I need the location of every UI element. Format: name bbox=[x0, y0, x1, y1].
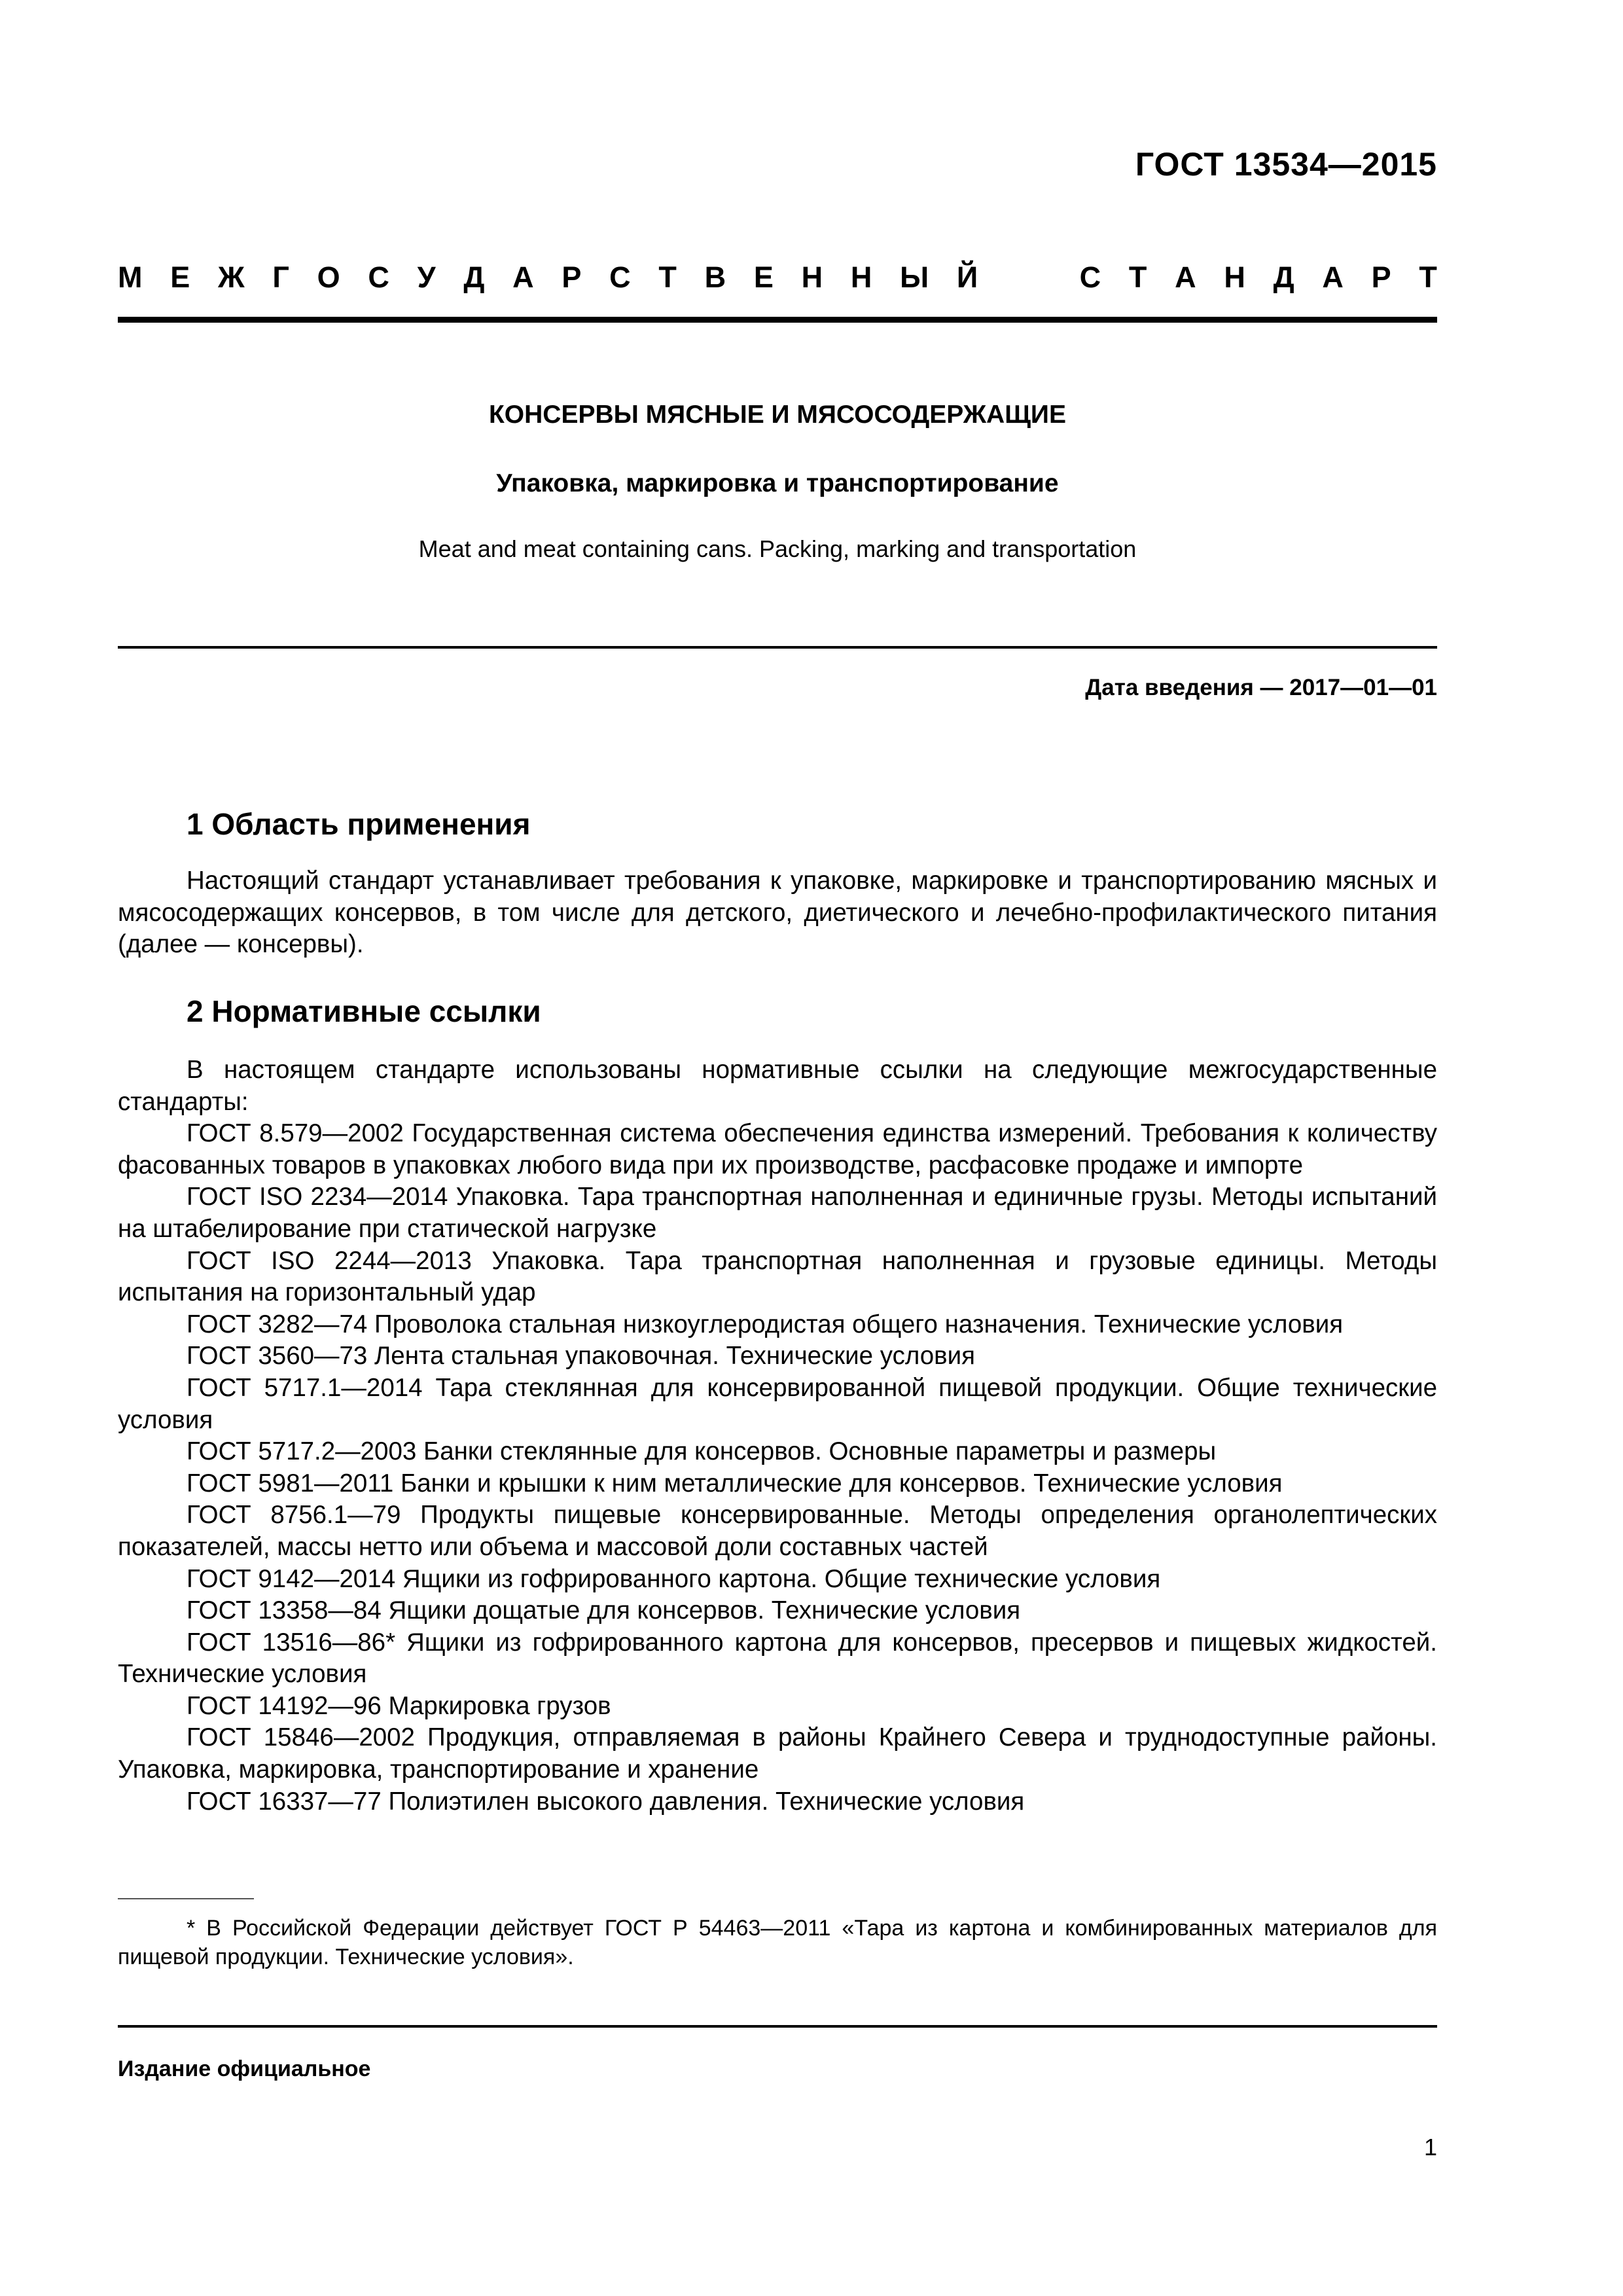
section-2-intro: В настоящем стандарте использованы нормативные ссылки на следующие межгосударственные стандарты: bbox=[118, 1056, 1437, 1116]
section-1-paragraph: Настоящий стандарт устанавливает требования к упаковке, маркировке и транспортированию мясных и мясосодержащих консервов, в том числе для детского, диетического и лечебно-профилактического питания (далее — консервы). bbox=[118, 867, 1437, 959]
edition-label: Издание официальное bbox=[118, 2056, 371, 2081]
reference-item: ГОСТ 16337—77 Полиэтилен высокого давления. Технические условия bbox=[187, 1787, 1025, 1816]
doc-type-letter: В bbox=[704, 260, 726, 294]
doc-type-letter: Т bbox=[1128, 260, 1147, 294]
reference-item: ГОСТ 8.579—2002 Государственная система обеспечения единства измерений. Требования к количеству фасованных товаров в упаковках любого вида при их производстве, расфасовке продаже и импорте bbox=[118, 1119, 1437, 1179]
doc-type-letter: Р bbox=[562, 260, 582, 294]
document-title: КОНСЕРВЫ МЯСНЫЕ И МЯСОСОДЕРЖАЩИЕ bbox=[489, 401, 1066, 429]
doc-type-letter: А bbox=[1175, 260, 1196, 294]
doc-type-letter: Т bbox=[1419, 260, 1437, 294]
doc-type-letter: Д bbox=[463, 260, 485, 294]
document-number: ГОСТ 13534—2015 bbox=[1135, 146, 1437, 183]
footer-rule bbox=[118, 2025, 1437, 2028]
doc-type-letter: Ж bbox=[217, 260, 245, 294]
section-1-body bbox=[118, 865, 1437, 961]
doc-type-letter: А bbox=[1322, 260, 1344, 294]
section-2-body bbox=[118, 1054, 1437, 1818]
footnote-rule bbox=[118, 1898, 254, 1899]
reference-item: ГОСТ 3560—73 Лента стальная упаковочная. Технические условия bbox=[187, 1342, 975, 1371]
doc-type-letter: С bbox=[368, 260, 389, 294]
doc-type-letter: Д bbox=[1273, 260, 1294, 294]
reference-item: ГОСТ ISO 2234—2014 Упаковка. Тара транспортная наполненная и единичные грузы. Методы испытаний на штабелирование при статической нагрузке bbox=[118, 1183, 1437, 1243]
reference-item: ГОСТ 5981—2011 Банки и крышки к ним металлические для консервов. Технические условия bbox=[187, 1469, 1283, 1498]
doc-type-letter: Р bbox=[1371, 260, 1391, 294]
reference-item: ГОСТ 9142—2014 Ящики из гофрированного картона. Общие технические условия bbox=[187, 1564, 1161, 1593]
doc-type-gap bbox=[1006, 260, 1052, 295]
doc-type-letter: Ы bbox=[900, 260, 929, 294]
doc-type-letter: Н bbox=[801, 260, 823, 294]
reference-item: ГОСТ 8756.1—79 Продукты пищевые консервированные. Методы определения органолептических показателей, массы нетто или объема и массовой доли составных частей bbox=[118, 1501, 1437, 1561]
section-1-heading: 1 Область применения bbox=[187, 807, 531, 841]
doc-type-letter: Й bbox=[956, 260, 978, 294]
doc-type-letter: М bbox=[118, 260, 143, 294]
document-subtitle: Упаковка, маркировка и транспортирование bbox=[496, 469, 1059, 497]
reference-item: ГОСТ 13516—86* Ящики из гофрированного картона для консервов, пресервов и пищевых жидкостей. Технические условия bbox=[118, 1628, 1437, 1689]
doc-type-letter: А bbox=[512, 260, 534, 294]
english-title: Meat and meat containing cans. Packing, marking and transportation bbox=[418, 535, 1137, 562]
doc-type-letter: Н bbox=[850, 260, 872, 294]
doc-type-letter: Г bbox=[272, 260, 289, 294]
doc-type-letter: У bbox=[417, 260, 436, 294]
doc-type-letter: Е bbox=[753, 260, 774, 294]
reference-item: ГОСТ ISO 2244—2013 Упаковка. Тара транспортная наполненная и грузовые единицы. Методы испытания на горизонтальный удар bbox=[118, 1246, 1437, 1307]
reference-item: ГОСТ 13358—84 Ящики дощатые для консервов. Технические условия bbox=[187, 1596, 1021, 1625]
section-2-heading: 2 Нормативные ссылки bbox=[187, 994, 541, 1028]
footnote: * В Российской Федерации действует ГОСТ Р 54463—2011 «Тара из картона и комбинированных материалов для пищевой продукции. Технические условия». bbox=[118, 1916, 1437, 1969]
reference-item: ГОСТ 5717.2—2003 Банки стеклянные для консервов. Основные параметры и размеры bbox=[187, 1437, 1217, 1466]
doc-type-letter: Т bbox=[658, 260, 677, 294]
reference-item: ГОСТ 5717.1—2014 Тара стеклянная для консервированной пищевой продукции. Общие технические условия bbox=[118, 1373, 1437, 1434]
doc-type-letter: С bbox=[609, 260, 631, 294]
title-rule bbox=[118, 646, 1437, 649]
header-rule bbox=[118, 317, 1437, 323]
page-number: 1 bbox=[1423, 2134, 1437, 2161]
reference-item: ГОСТ 3282—74 Проволока стальная низкоуглеродистая общего назначения. Технические условия bbox=[187, 1310, 1344, 1338]
introduction-date: Дата введения — 2017—01—01 bbox=[1085, 675, 1437, 700]
doc-type-letter: Н bbox=[1224, 260, 1245, 294]
reference-item: ГОСТ 15846—2002 Продукция, отправляемая в районы Крайнего Севера и труднодоступные районы. Упаковка, маркировка, транспортирование и хранение bbox=[118, 1723, 1437, 1784]
document-type-heading bbox=[118, 260, 1437, 295]
doc-type-letter: О bbox=[317, 260, 340, 294]
doc-type-letter: Е bbox=[170, 260, 190, 294]
reference-item: ГОСТ 14192—96 Маркировка грузов bbox=[187, 1691, 611, 1720]
doc-type-letter: С bbox=[1079, 260, 1101, 294]
